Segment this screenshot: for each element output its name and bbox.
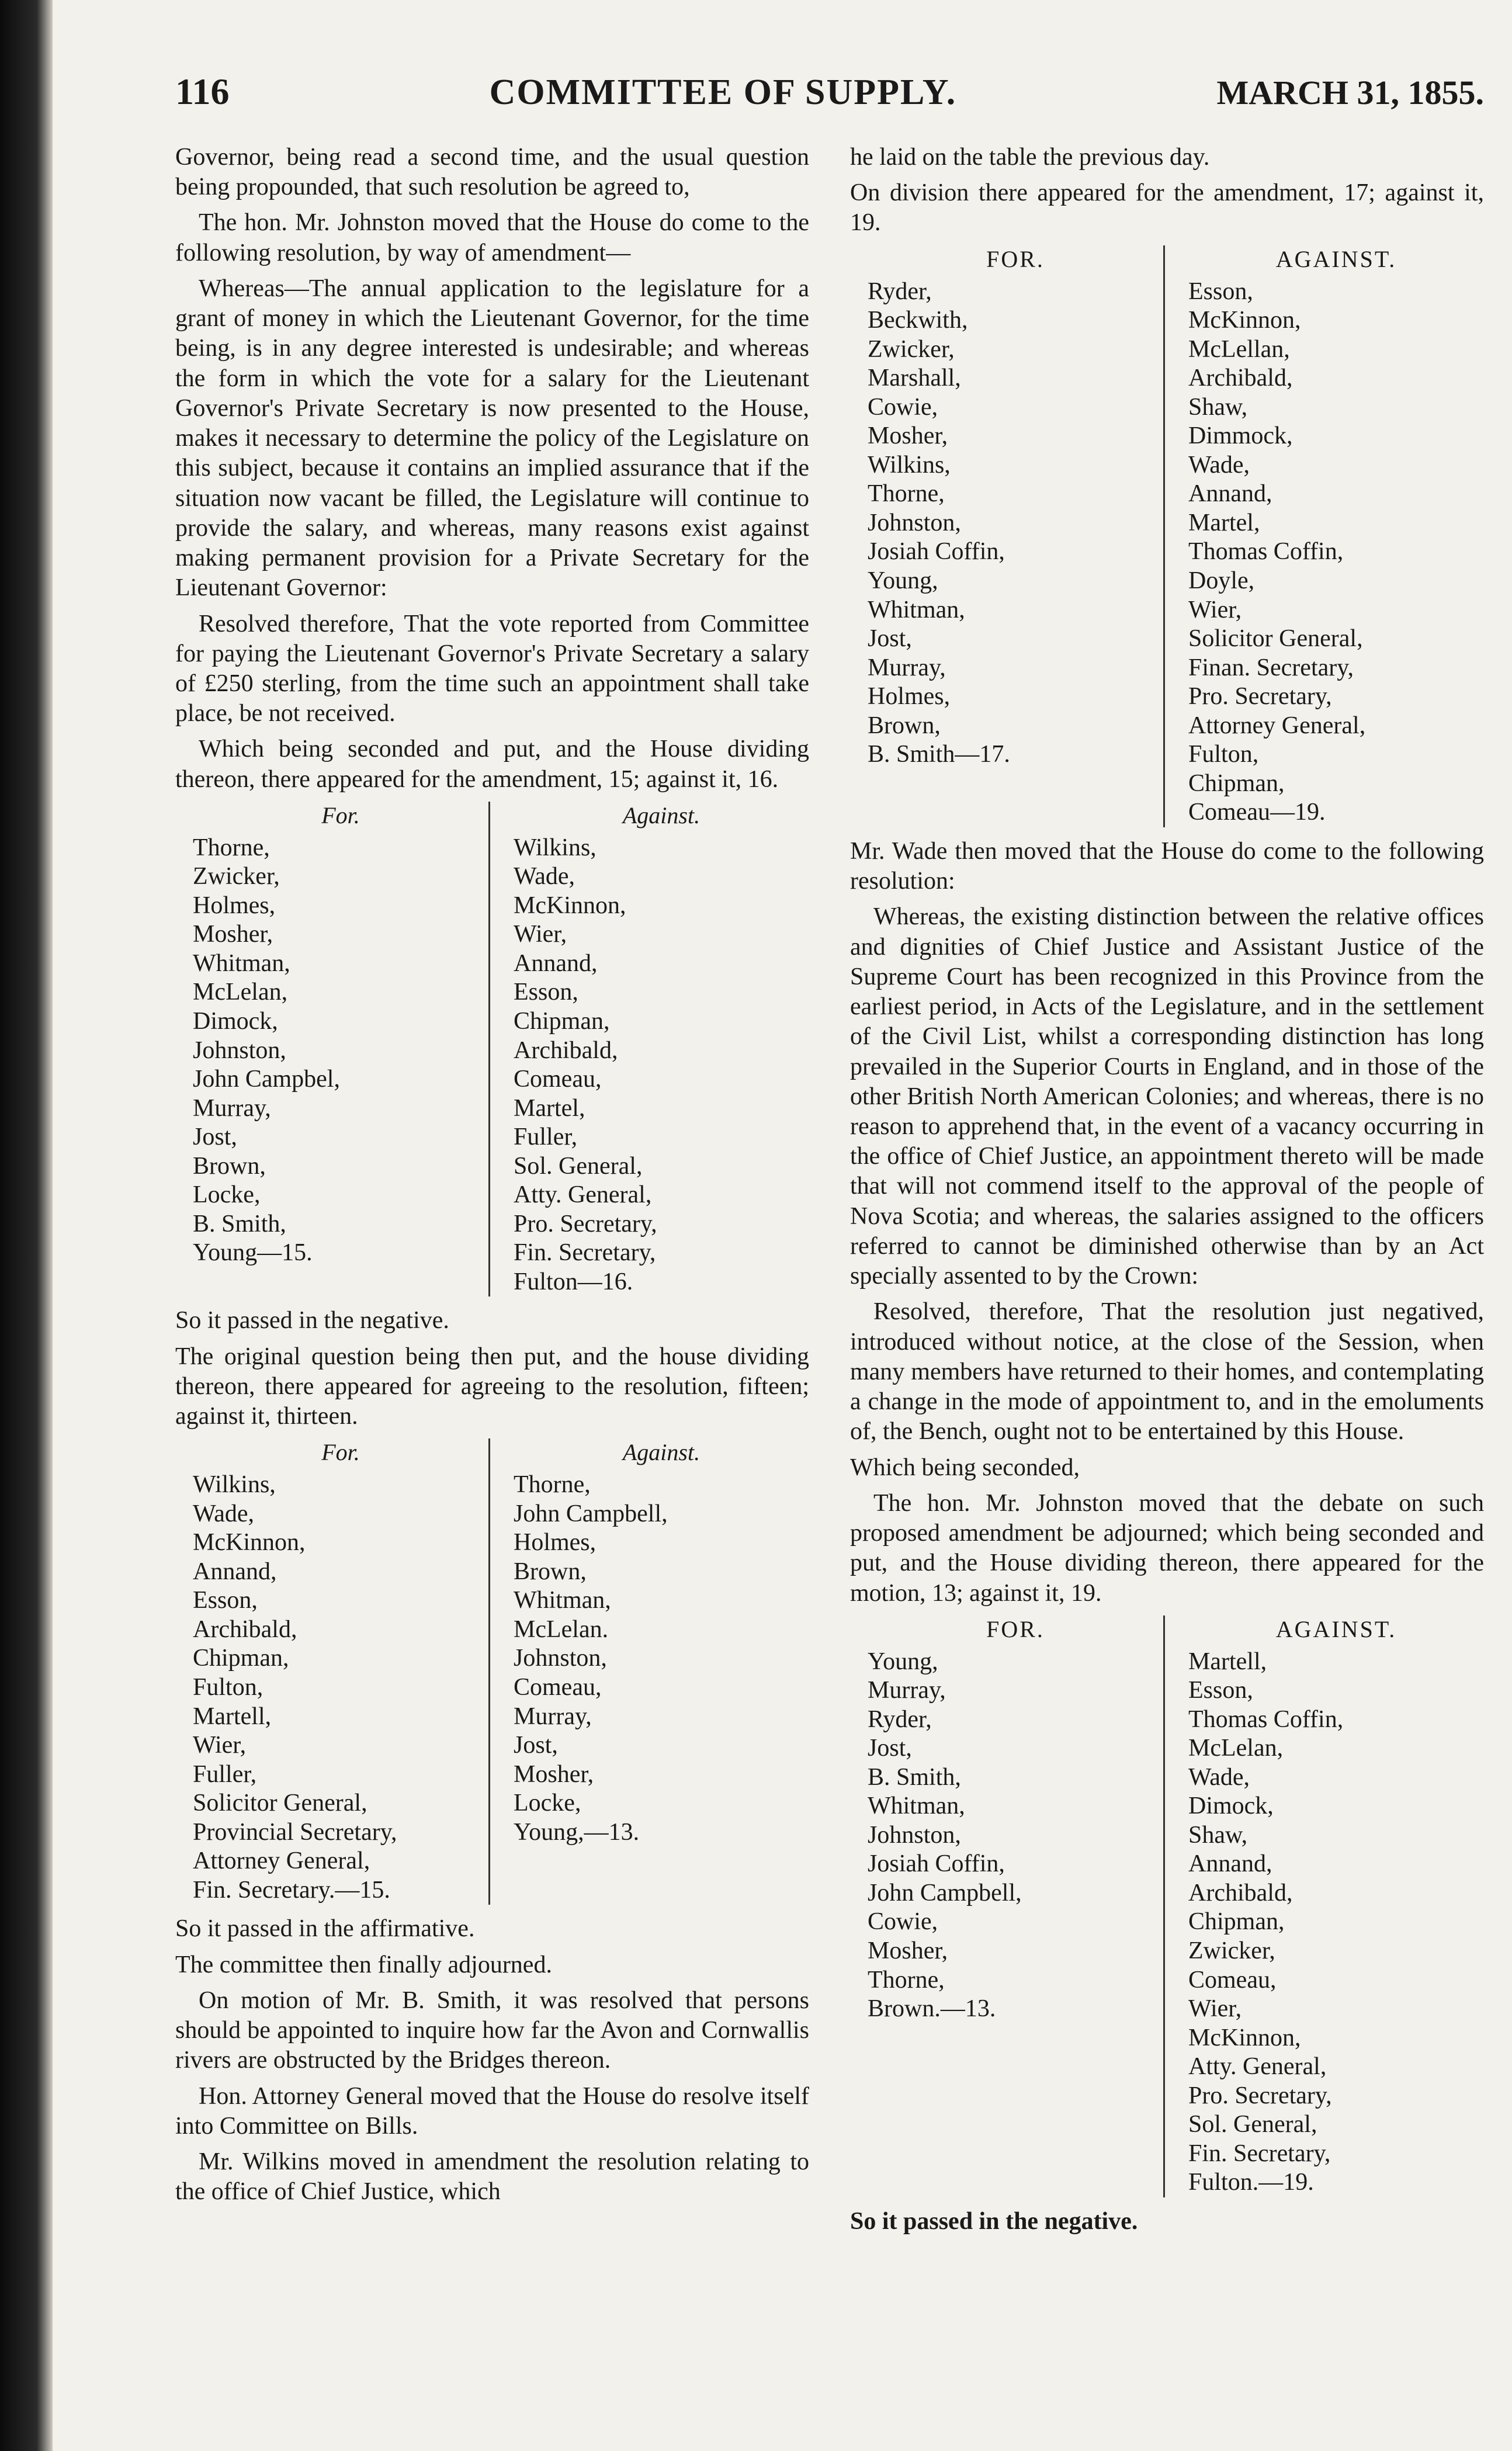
member-name: Martel, xyxy=(1188,509,1260,536)
paragraph: Governor, being read a second time, and the usual question being propounded, that such resolution be agreed to, xyxy=(175,144,809,201)
member-name: Finan. Secretary, xyxy=(1188,654,1354,681)
division-list xyxy=(193,802,809,1297)
member-name: Fulton—16. xyxy=(514,1268,633,1295)
for-list xyxy=(868,245,1163,827)
member-name: Esson, xyxy=(1188,278,1253,305)
member-name: B. Smith—17. xyxy=(868,741,1010,768)
member-name: Brown.—13. xyxy=(868,1995,996,2023)
member-name: Comeau, xyxy=(1188,1966,1277,1994)
member-name: Archibald, xyxy=(193,1615,297,1643)
member-name: Chipman, xyxy=(1188,1908,1285,1936)
member-name: Attorney General, xyxy=(193,1847,370,1875)
member-name: Fulton, xyxy=(1188,741,1259,768)
paragraph: So it passed in the affirmative. xyxy=(175,1915,475,1943)
member-name: Zwicker, xyxy=(193,863,280,890)
member-name: Beckwith, xyxy=(868,307,968,334)
paragraph: Resolved therefore, That the vote reported from Committee for paying the Lieutenant Governor's Private Secretary a salary of £250 sterling, from the time such an appointment shall take place, be not received. xyxy=(175,610,809,727)
paragraph: Which being seconded, xyxy=(850,1454,1080,1481)
member-name: Jost, xyxy=(868,1735,912,1762)
member-name: Josiah Coffin, xyxy=(868,538,1005,566)
member-name: Wilkins, xyxy=(514,834,597,861)
member-name: Wade, xyxy=(1188,1763,1250,1791)
for-list xyxy=(193,802,488,1297)
member-name: Archibald, xyxy=(1188,1879,1293,1906)
for-heading: FOR. xyxy=(986,245,1045,272)
member-name: John Campbell, xyxy=(868,1879,1022,1906)
member-name: Jost, xyxy=(514,1732,558,1759)
member-name: McLelan. xyxy=(514,1615,609,1643)
paragraph: So it passed in the negative. xyxy=(175,1307,449,1334)
member-name: Wade, xyxy=(1188,451,1250,479)
member-name: Dimmock, xyxy=(1188,422,1293,450)
member-name: Fin. Secretary.—15. xyxy=(193,1876,390,1904)
member-name: Murray, xyxy=(193,1094,271,1122)
member-name: Annand, xyxy=(514,949,598,977)
against-heading: Against. xyxy=(622,802,700,828)
paragraph: Hon. Attorney General moved that the House do resolve itself into Committee on Bills. xyxy=(175,2082,809,2140)
member-name: Locke, xyxy=(514,1790,581,1817)
against-heading: Against. xyxy=(622,1439,700,1466)
member-name: Young—15. xyxy=(193,1239,313,1267)
for-heading: FOR. xyxy=(986,1615,1045,1642)
member-name: Pro. Secretary, xyxy=(514,1210,657,1237)
member-name: Locke, xyxy=(193,1181,261,1209)
text-columns xyxy=(175,143,1484,2242)
member-name: McKinnon, xyxy=(193,1529,306,1556)
member-name: Mosher, xyxy=(193,921,273,948)
paragraph: On division there appeared for the amendment, 17; against it, 19. xyxy=(850,179,1484,237)
paragraph: Which being seconded and put, and the House dividing thereon, there appeared for the amendment, 15; against it, 16. xyxy=(175,736,809,793)
member-name: Shaw, xyxy=(1188,393,1248,421)
paragraph: Mr. Wade then moved that the House do come to the following resolution: xyxy=(850,837,1484,895)
paragraph: he laid on the table the previous day. xyxy=(850,144,1210,171)
member-name: Ryder, xyxy=(868,278,932,305)
member-name: Dimock, xyxy=(193,1008,278,1035)
member-name: Wilkins, xyxy=(193,1471,276,1499)
member-name: Solicitor General, xyxy=(193,1790,367,1817)
member-name: Cowie, xyxy=(868,1908,938,1936)
member-name: Thorne, xyxy=(193,834,270,861)
against-list xyxy=(488,1438,809,1905)
member-name: John Campbel, xyxy=(193,1066,340,1093)
member-name: McKinnon, xyxy=(514,892,626,919)
against-list xyxy=(488,802,809,1297)
member-name: Wilkins, xyxy=(868,451,951,479)
member-name: Sol. General, xyxy=(514,1152,643,1180)
member-name: Martell, xyxy=(193,1703,272,1730)
member-name: Murray, xyxy=(868,1677,946,1704)
member-name: Whitman, xyxy=(514,1587,611,1614)
member-name: Holmes, xyxy=(868,683,951,710)
member-name: Zwicker, xyxy=(1188,1937,1275,1965)
member-name: Young, xyxy=(868,567,938,594)
left-column xyxy=(175,143,809,2242)
right-column xyxy=(850,143,1484,2242)
division-list xyxy=(868,1615,1484,2197)
member-name: McLelan, xyxy=(193,979,288,1006)
member-name: Wade, xyxy=(193,1500,255,1527)
member-name: Brown, xyxy=(193,1152,266,1180)
member-name: Wade, xyxy=(514,863,575,890)
member-name: Thorne, xyxy=(868,480,945,508)
member-name: Thorne, xyxy=(514,1471,591,1499)
member-name: Doyle, xyxy=(1188,567,1255,594)
member-name: Johnston, xyxy=(868,509,961,536)
member-name: Thorne, xyxy=(868,1966,945,1994)
member-name: Martell, xyxy=(1188,1648,1267,1675)
member-name: McLelan, xyxy=(1188,1735,1284,1762)
page-binding-edge xyxy=(0,0,53,2451)
member-name: Sol. General, xyxy=(1188,2111,1317,2138)
member-name: Martel, xyxy=(514,1094,585,1122)
member-name: McKinnon, xyxy=(1188,307,1301,334)
member-name: Mosher, xyxy=(868,1937,948,1965)
member-name: Ryder, xyxy=(868,1705,932,1733)
header-date: MARCH 31, 1855. xyxy=(1216,74,1484,112)
member-name: Wier, xyxy=(1188,1995,1242,2023)
paragraph: On motion of Mr. B. Smith, it was resolved that persons should be appointed to inquire how far the Avon and Cornwallis rivers are obstructed by the Bridges thereon. xyxy=(175,1987,809,2074)
member-name: Fin. Secretary, xyxy=(514,1239,656,1267)
division-list xyxy=(868,245,1484,827)
member-name: Murray, xyxy=(514,1703,592,1730)
member-name: Esson, xyxy=(514,979,578,1006)
member-name: Young,—13. xyxy=(514,1818,640,1846)
member-name: Jost, xyxy=(193,1124,237,1151)
member-name: Esson, xyxy=(193,1587,258,1614)
member-name: Johnston, xyxy=(193,1036,286,1064)
member-name: B. Smith, xyxy=(193,1210,286,1237)
member-name: Annand, xyxy=(193,1558,277,1585)
member-name: Fin. Secretary, xyxy=(1188,2140,1331,2167)
member-name: Brown, xyxy=(514,1558,587,1585)
paragraph: The hon. Mr. Johnston moved that the debate on such proposed amendment be adjourned; which being seconded and put, and the House dividing thereon, there appeared for the motion, 13; against it, 19. xyxy=(850,1489,1484,1607)
paragraph: Resolved, therefore, That the resolution just negatived, introduced without notice, at the close of the Session, when many members have returned to their homes, and contemplating a change in the mode of appointment to, and in the emoluments of, the Bench, ought not to be entertained by this House. xyxy=(850,1298,1484,1445)
member-name: Atty. General, xyxy=(514,1181,652,1209)
member-name: Whitman, xyxy=(193,949,290,977)
member-name: Fulton.—19. xyxy=(1188,2169,1314,2196)
against-heading: AGAINST. xyxy=(1275,245,1397,272)
member-name: McKinnon, xyxy=(1188,2024,1301,2051)
member-name: Holmes, xyxy=(514,1529,597,1556)
page-number: 116 xyxy=(175,71,230,112)
for-list xyxy=(868,1615,1163,2197)
member-name: Mosher, xyxy=(868,422,948,450)
member-name: Annand, xyxy=(1188,1850,1272,1878)
member-name: Marshall, xyxy=(868,365,961,392)
member-name: Fulton, xyxy=(193,1674,263,1701)
member-name: Dimock, xyxy=(1188,1793,1274,1820)
member-name: Cowie, xyxy=(868,393,938,421)
member-name: Provincial Secretary, xyxy=(193,1818,397,1846)
member-name: Chipman, xyxy=(514,1008,610,1035)
member-name: Thomas Coffin, xyxy=(1188,538,1344,566)
for-heading: For. xyxy=(321,802,360,828)
against-heading: AGAINST. xyxy=(1275,1615,1397,1642)
division-list xyxy=(193,1438,809,1905)
member-name: Whitman, xyxy=(868,596,965,623)
member-name: Fuller, xyxy=(514,1124,578,1151)
member-name: Holmes, xyxy=(193,892,276,919)
member-name: Shaw, xyxy=(1188,1821,1248,1849)
member-name: Murray, xyxy=(868,654,946,681)
paragraph: Mr. Wilkins moved in amendment the resolution relating to the office of Chief Justice, which xyxy=(175,2148,809,2206)
member-name: B. Smith, xyxy=(868,1763,961,1791)
against-list xyxy=(1163,1615,1484,2197)
member-name: Wier, xyxy=(514,921,567,948)
member-name: Wier, xyxy=(1188,596,1242,623)
paragraph: The committee then finally adjourned. xyxy=(175,1951,552,1978)
member-name: Archibald, xyxy=(514,1036,618,1064)
running-title: COMMITTEE OF SUPPLY. xyxy=(489,72,957,112)
paragraph: The hon. Mr. Johnston moved that the House do come to the following resolution, by way of amendment— xyxy=(175,209,809,266)
member-name: Attorney General, xyxy=(1188,712,1366,739)
member-name: Whitman, xyxy=(868,1793,965,1820)
paragraph: Whereas—The annual application to the legislature for a grant of money in which the Lieutenant Governor, for the time being, is in any degree interested is undesirable; and whereas the form in which the vote for a salary for the Lieutenant Governor's Private Secretary is now presented to the House, makes it necessary to determine the policy of the Legislature on this subject, because it contains an implied assurance that if the situation now vacant be filled, the Legislature will continue to provide the salary, and whereas, many reasons exist against making permanent provision for a Private Secretary for the Lieutenant Governor: xyxy=(175,275,809,602)
paragraph: Whereas, the existing distinction between the relative offices and dignities of Chief Justice and Assistant Justice of the Supreme Court has been recognized in this Province from the earliest period, in Acts of the Legislature, and in the settlement of the Civil List, whilst a corresponding distinction has long prevailed in the Superior Courts in England, and in those of the other British North American Colonies; and whereas, there is no reason to apprehend that, in the event of a vacancy occurring in the office of Chief Justice, an appointment thereto will be made that will not commend itself to the approval of the people of Nova Scotia; and whereas, the salaries assigned to the officers referred to cannot be diminished otherwise than by an Act specially assented to by the Crown: xyxy=(850,903,1484,1290)
member-name: Archibald, xyxy=(1188,365,1293,392)
member-name: Fuller, xyxy=(193,1760,257,1788)
member-name: Comeau—19. xyxy=(1188,799,1326,826)
member-name: Comeau, xyxy=(514,1066,602,1093)
member-name: John Campbell, xyxy=(514,1500,668,1527)
for-list xyxy=(193,1438,488,1905)
member-name: Chipman, xyxy=(193,1645,289,1672)
member-name: Atty. General, xyxy=(1188,2053,1327,2081)
for-heading: For. xyxy=(321,1439,360,1466)
member-name: Young, xyxy=(868,1648,938,1675)
member-name: Wier, xyxy=(193,1732,247,1759)
member-name: Solicitor General, xyxy=(1188,625,1363,653)
page-header xyxy=(175,70,1484,113)
member-name: Johnston, xyxy=(514,1645,607,1672)
member-name: Zwicker, xyxy=(868,335,955,363)
paragraph: The original question being then put, and the house dividing thereon, there appeared for agreeing to the resolution, fifteen; against it, thirteen. xyxy=(175,1343,809,1430)
member-name: Esson, xyxy=(1188,1677,1253,1704)
member-name: Jost, xyxy=(868,625,912,653)
member-name: Annand, xyxy=(1188,480,1272,508)
member-name: Mosher, xyxy=(514,1760,594,1788)
against-list xyxy=(1163,245,1484,827)
member-name: McLellan, xyxy=(1188,335,1290,363)
paragraph: So it passed in the negative. xyxy=(850,2207,1138,2235)
member-name: Pro. Secretary, xyxy=(1188,2082,1332,2109)
member-name: Josiah Coffin, xyxy=(868,1850,1005,1878)
member-name: Chipman, xyxy=(1188,769,1285,797)
member-name: Johnston, xyxy=(868,1821,961,1849)
member-name: Thomas Coffin, xyxy=(1188,1705,1344,1733)
member-name: Comeau, xyxy=(514,1674,602,1701)
member-name: Brown, xyxy=(868,712,941,739)
member-name: Pro. Secretary, xyxy=(1188,683,1332,710)
